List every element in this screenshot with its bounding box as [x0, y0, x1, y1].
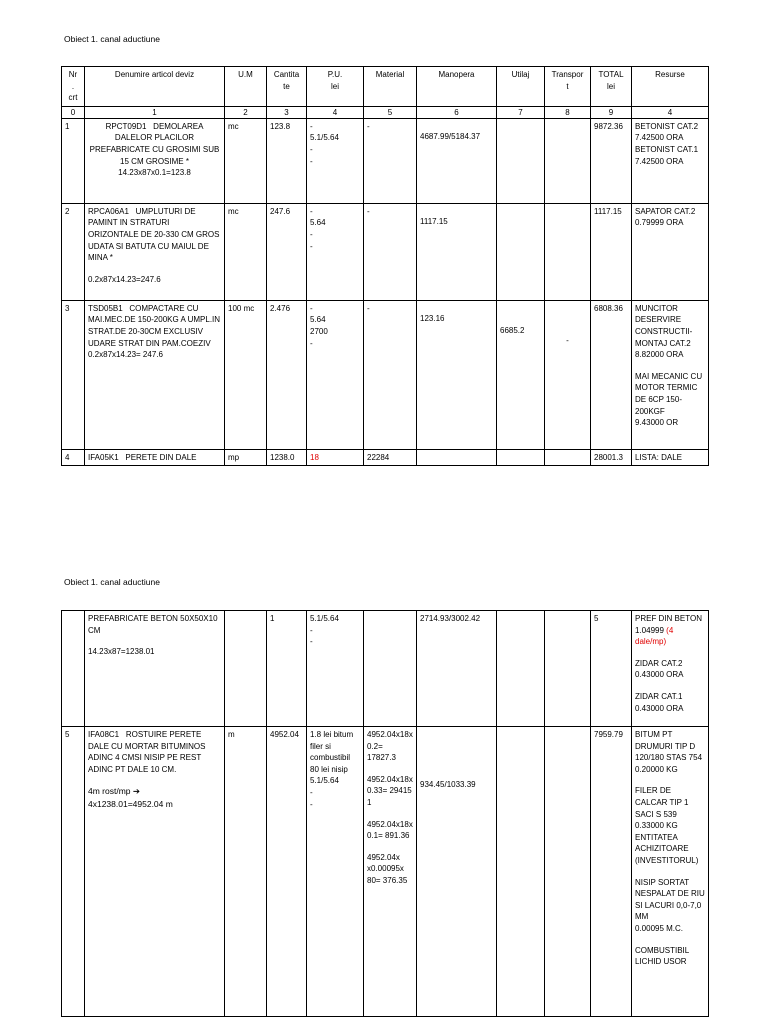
row-total: 5	[591, 611, 632, 727]
row-transport	[545, 118, 591, 203]
header-um: U.M	[225, 67, 267, 107]
row-pu: 18	[307, 449, 364, 466]
index-cell: 5	[364, 106, 417, 118]
header-pu: P.U. lei	[307, 67, 364, 107]
row-description-text: RPCT09D1 DEMOLAREA DALELOR PLACILOR PREFABRICATE CU GROSIMI SUB 15 CM GROSIME *	[89, 121, 220, 166]
index-cell: 9	[591, 106, 632, 118]
row-pu: - 5.64 2700 -	[307, 300, 364, 449]
row-material: -	[364, 118, 417, 203]
header-manopera: Manopera	[417, 67, 497, 107]
row-cantitate: 2.476	[267, 300, 307, 449]
index-cell: 8	[545, 106, 591, 118]
index-cell: 1	[85, 106, 225, 118]
index-row	[62, 106, 709, 118]
index-cell: 2	[225, 106, 267, 118]
row-um: mc	[225, 203, 267, 300]
row-material: -	[364, 203, 417, 300]
row-utilaj	[497, 727, 545, 1017]
row-nr	[62, 611, 85, 727]
header-transport: Transpor t	[545, 67, 591, 107]
row-description-text: IFA08C1 ROSTUIRE PERETE DALE CU MORTAR BITUMINOS ADINC 4 CMSI NISIP PE REST ADINC PT DALE 10 CM.	[88, 730, 206, 774]
row-manopera	[417, 449, 497, 466]
row-material: 4952.04x18x0.2= 17827.3 4952.04x18x0.33= 29415 1 4952.04x18x0.1= 891.36 4952.04x x0.00095x 80= 376.35	[364, 727, 417, 1017]
arrow-right-icon: ➔	[132, 786, 141, 797]
row-total: 9872.36	[591, 118, 632, 203]
row-description-text: PREFABRICATE BETON 50X50X10 CM	[88, 614, 218, 635]
row-cantitate: 1	[267, 611, 307, 727]
row-manopera: 2714.93/3002.42	[417, 611, 497, 727]
header-resurse: Resurse	[632, 67, 709, 107]
row-pu: - 5.64 - -	[307, 203, 364, 300]
row-pu: - 5.1/5.64 - -	[307, 118, 364, 203]
row-utilaj	[497, 611, 545, 727]
table-row	[62, 300, 709, 449]
row-cantitate: 247.6	[267, 203, 307, 300]
row-calc: 0.2x87x14.23=247.6	[88, 274, 161, 284]
row-total: 6808.36	[591, 300, 632, 449]
row-um: mp	[225, 449, 267, 466]
red-note: (4 dale/mp)	[635, 625, 674, 647]
page-title-2: Obiect 1. canal aductiune	[64, 577, 160, 587]
index-cell: 3	[267, 106, 307, 118]
row-total: 7959.79	[591, 727, 632, 1017]
row-material	[364, 611, 417, 727]
row-description	[85, 727, 225, 1017]
row-calc: 4x1238.01=4952.04 m	[88, 798, 173, 809]
header-cantitate: Cantita te	[267, 67, 307, 107]
row-utilaj: 6685.2	[497, 300, 545, 449]
row-transport	[545, 611, 591, 727]
row-total: 1117.15	[591, 203, 632, 300]
row-nr: 1	[62, 118, 85, 203]
header-nr: Nr . crt	[62, 67, 85, 107]
header-utilaj: Utilaj	[497, 67, 545, 107]
row-description	[85, 118, 225, 203]
row-nr: 4	[62, 449, 85, 466]
index-cell: 7	[497, 106, 545, 118]
row-transport: -	[545, 300, 591, 449]
row-nr: 2	[62, 203, 85, 300]
table-row	[62, 203, 709, 300]
row-manopera: 1117.15	[417, 203, 497, 300]
row-calc: 4m rost/mp ➔	[88, 786, 141, 797]
row-resurse: SAPATOR CAT.2 0.79999 ORA	[632, 203, 709, 300]
row-cantitate: 123.8	[267, 118, 307, 203]
row-um: mc	[225, 118, 267, 203]
row-transport	[545, 203, 591, 300]
row-resurse: MUNCITOR DESERVIRE CONSTRUCTII-MONTAJ CAT.2 8.82000 ORA MAI MECANIC CU MOTOR TERMIC DE 6CP 150-200KGF 9.43000 OR	[632, 300, 709, 449]
row-resurse: LISTA: DALE	[632, 449, 709, 466]
row-um	[225, 611, 267, 727]
row-manopera: 123.16	[417, 300, 497, 449]
row-transport	[545, 727, 591, 1017]
row-nr: 3	[62, 300, 85, 449]
page-title: Obiect 1. canal aductiune	[64, 34, 160, 44]
row-resurse: PREF DIN BETON 1.04999 (4 dale/mp) ZIDAR CAT.2 0.43000 ORA ZIDAR CAT.1 0.43000 ORA	[632, 611, 709, 727]
index-cell: 6	[417, 106, 497, 118]
row-calc: 14.23x87=1238.01	[88, 647, 155, 657]
row-material: 22284	[364, 449, 417, 466]
table-row	[62, 611, 709, 727]
row-transport	[545, 449, 591, 466]
row-cantitate: 1238.0	[267, 449, 307, 466]
row-description	[85, 611, 225, 727]
index-cell: 4	[307, 106, 364, 118]
table-row	[62, 727, 709, 1017]
header-material: Material	[364, 67, 417, 107]
header-denumire: Denumire articol deviz	[85, 67, 225, 107]
row-manopera: 934.45/1033.39	[417, 727, 497, 1017]
row-resurse: BITUM PT DRUMURI TIP D 120/180 STAS 754 0.20000 KG FILER DE CALCAR TIP 1 SACI S 539 0.33000 KG ENTITATEA ACHIZITOARE (INVESTITORUL) NISIP SORTAT NESPALAT DE RIU SI LACURI 0,0-7,0 MM 0.00095 M.C. COMBUSTIBIL LICHID USOR	[632, 727, 709, 1017]
row-description	[85, 203, 225, 300]
index-cell: 0	[62, 106, 85, 118]
row-utilaj	[497, 449, 545, 466]
row-total: 28001.3	[591, 449, 632, 466]
row-material: -	[364, 300, 417, 449]
header-row	[62, 67, 709, 107]
index-cell: 4	[632, 106, 709, 118]
row-description-text: RPCA06A1 UMPLUTURI DE PAMINT IN STRATURI ORIZONTALE DE 20-330 CM GROS UDATA SI BATUTA CU MAIUL DE MINA *	[88, 206, 220, 263]
table-row	[62, 118, 709, 203]
header-total: TOTAL lei	[591, 67, 632, 107]
row-description: IFA05K1 PERETE DIN DALE	[85, 449, 225, 466]
row-utilaj	[497, 118, 545, 203]
row-nr: 5	[62, 727, 85, 1017]
row-um: 100 mc	[225, 300, 267, 449]
estimate-table-2	[61, 610, 709, 1017]
row-utilaj	[497, 203, 545, 300]
row-pu: 1.8 lei bitum filer si combustibil 80 lei nisip 5.1/5.64 - -	[307, 727, 364, 1017]
row-calc: 14.23x87x0.1=123.8	[118, 168, 191, 178]
row-cantitate: 4952.04	[267, 727, 307, 1017]
row-resurse: BETONIST CAT.2 7.42500 ORA BETONIST CAT.1 7.42500 ORA	[632, 118, 709, 203]
table-row	[62, 449, 709, 466]
row-manopera: 4687.99/5184.37	[417, 118, 497, 203]
row-description	[85, 300, 225, 449]
row-um: m	[225, 727, 267, 1017]
estimate-table-1	[61, 66, 709, 466]
row-calc: 0.2x87x14.23= 247.6	[88, 350, 163, 360]
row-pu: 5.1/5.64 - -	[307, 611, 364, 727]
row-description-text: TSD05B1 COMPACTARE CU MAI.MEC.DE 150-200KG A UMPL.IN STRAT.DE 20-30CM EXCLUSIV UDARE STRAT DIN PAM.COEZIV	[88, 303, 221, 348]
